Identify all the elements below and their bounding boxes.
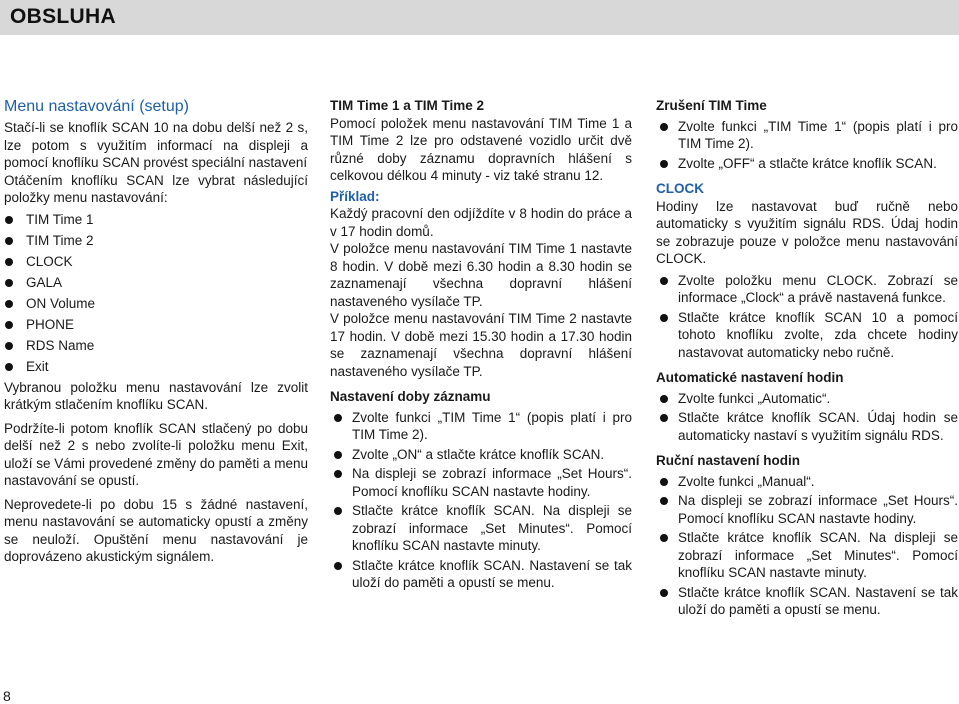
step-item: Zvolte funkci „TIM Time 1“ (popis platí i pro TIM Time 2).: [656, 118, 958, 153]
step-item: Stlačte krátce knoflík SCAN. Nastavení se tak uloží do paměti a opustí se menu.: [330, 557, 632, 592]
heading-cancel-tim: Zrušení TIM Time: [656, 98, 767, 113]
paragraph-example-tim2: V položce menu nastavování TIM Time 2 nastavte 17 hodin. V době mezi 15.30 hodin a 17.30 hodin se zaznamenají všechna dopravní hlášení nastaveného vysílače TP.: [330, 311, 632, 379]
step-item: Stlačte krátce knoflík SCAN 10 a pomocí tohoto knoflíku zvolte, zda chcete hodiny nastavovat automaticky nebo ručně.: [656, 309, 958, 362]
heading-set-record-time: Nastavení doby záznamu: [330, 389, 491, 404]
paragraph-intro: Stačí-li se knoflík SCAN 10 na dobu delší než 2 s, lze potom s využitím informací na displeji a pomocí knoflíku SCAN provést speciální nastavení: [4, 120, 308, 170]
heading-auto-clock: Automatické nastavení hodin: [656, 370, 844, 385]
paragraph-select-items: Otáčením knoflíku SCAN lze vybrat následující položky menu nastavování:: [4, 172, 308, 205]
page-title: OBSLUHA: [10, 5, 116, 28]
heading-manual-clock: Ruční nastavení hodin: [656, 453, 801, 468]
menu-item-clock: CLOCK: [4, 253, 308, 271]
menu-item-rds-name: RDS Name: [4, 337, 308, 355]
header-bar: [0, 0, 959, 35]
step-item: Stlačte krátce knoflík SCAN. Nastavení se tak uloží do paměti a opustí se menu.: [656, 584, 958, 619]
auto-clock-steps: [656, 390, 958, 445]
menu-item-exit: Exit: [4, 358, 308, 376]
step-item: Zvolte funkci „Manual“.: [656, 473, 958, 491]
step-item: Zvolte položku menu CLOCK. Zobrazí se informace „Clock“ a právě nastavená funkce.: [656, 272, 958, 307]
paragraph-select-item: Vybranou položku menu nastavování lze zvolit krátkým stlačením knoflíku SCAN.: [4, 379, 308, 412]
section-title-menu-setup: Menu nastavování (setup): [4, 98, 189, 115]
column-menu-setup: [4, 97, 308, 566]
step-item: Stlačte krátce knoflík SCAN. Údaj hodin se automaticky nastaví s využitím signálu RDS.: [656, 409, 958, 444]
paragraph-save-exit: Podržíte-li potom knoflík SCAN stlačený po dobu delší než 2 s nebo zvolíte-li položku menu Exit, uloží se Vámi provedené změny do paměti a menu nastavování se opustí.: [4, 420, 308, 488]
step-item: Zvolte „ON“ a stlačte krátce knoflík SCAN.: [330, 446, 632, 464]
page-number: 8: [3, 688, 11, 704]
heading-clock: CLOCK: [656, 181, 704, 196]
paragraph-tim-description: Pomocí položek menu nastavování TIM Time 1 a TIM Time 2 lze pro odstavené vozidlo určit dvě různé doby záznamu dopravních hlášení s celkovou délkou 4 minuty - viz také stranu 12.: [330, 115, 632, 183]
paragraph-example-tim1: V položce menu nastavování TIM Time 1 nastavte 8 hodin. V době mezi 6.30 hodin a 8.30 hodin se zaznamenají všechna dopravní hlášení nastaveného vysílače TP.: [330, 241, 632, 309]
paragraph-example-work: Každý pracovní den odjíždíte v 8 hodin do práce a v 17 hodin domů.: [330, 206, 632, 239]
menu-item-on-volume: ON Volume: [4, 295, 308, 313]
paragraph-clock-description: Hodiny lze nastavovat buď ručně nebo automaticky s využitím signálu RDS. Údaj hodin se zobrazuje pouze v položce menu nastavování CLOCK.: [656, 198, 958, 266]
clock-steps: [656, 272, 958, 362]
step-item: Na displeji se zobrazí informace „Set Hours“. Pomocí knoflíku SCAN nastavte hodiny.: [656, 492, 958, 527]
step-item: Stlačte krátce knoflík SCAN. Na displeji se zobrazí informace „Set Minutes“. Pomocí knoflíku SCAN nastavte minuty.: [656, 529, 958, 582]
cancel-tim-steps: [656, 118, 958, 173]
menu-item-tim-time-1: TIM Time 1: [4, 211, 308, 229]
step-item: Zvolte funkci „Automatic“.: [656, 390, 958, 408]
manual-clock-steps: [656, 473, 958, 619]
step-item: Na displeji se zobrazí informace „Set Hours“. Pomocí knoflíku SCAN nastavte hodiny.: [330, 465, 632, 500]
heading-tim-time: TIM Time 1 a TIM Time 2: [330, 98, 485, 113]
menu-item-tim-time-2: TIM Time 2: [4, 232, 308, 250]
heading-example: Příklad:: [330, 188, 380, 204]
step-item: Zvolte „OFF“ a stlačte krátce knoflík SCAN.: [656, 155, 958, 173]
step-item: Stlačte krátce knoflík SCAN. Na displeji se zobrazí informace „Set Minutes“. Pomocí knoflíku SCAN nastavte minuty.: [330, 502, 632, 555]
set-record-steps: [330, 409, 632, 592]
column-clock: [656, 97, 958, 621]
setup-menu-list: [4, 211, 308, 376]
paragraph-timeout: Neprovedete-li po dobu 15 s žádné nastavení, menu nastavování se automaticky opustí a změny se neuloží. Opuštění menu nastavování je doprovázeno akustickým signálem.: [4, 496, 308, 564]
column-tim-time: [330, 97, 632, 594]
menu-item-gala: GALA: [4, 274, 308, 292]
step-item: Zvolte funkci „TIM Time 1“ (popis platí i pro TIM Time 2).: [330, 409, 632, 444]
menu-item-phone: PHONE: [4, 316, 308, 334]
